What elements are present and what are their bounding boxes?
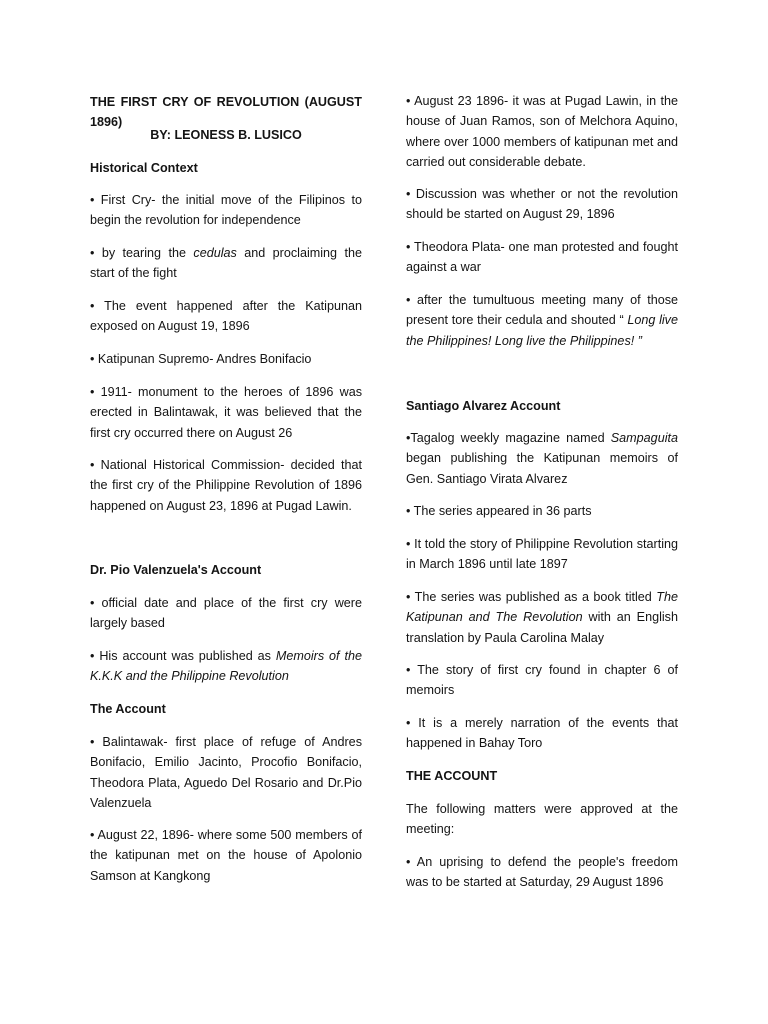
text-run: • by tearing the [90, 246, 194, 260]
emphasis-text: Sampaguita [610, 431, 678, 445]
text-run: with an English translation by Paula Carolina Malay [406, 610, 678, 645]
paragraph-tumultuous [406, 290, 678, 351]
paragraph-tagalog-magazine [406, 428, 678, 489]
text-run: •Tagalog weekly magazine named [406, 431, 611, 445]
paragraph-discussion: • Discussion was whether or not the revolution should be started on August 29, 1896 [406, 187, 678, 222]
document-title: THE FIRST CRY OF REVOLUTION (AUGUST 1896) [90, 95, 362, 130]
paragraph-tearing-cedulas [90, 243, 362, 284]
paragraph-narration: • It is a merely narration of the events that happened in Bahay Toro [406, 716, 678, 751]
paragraph-supremo: • Katipunan Supremo- Andres Bonifacio [90, 352, 312, 366]
paragraph-book-title [406, 587, 678, 648]
paragraph-aug23: • August 23 1896- it was at Pugad Lawin, in the house of Juan Ramos, son of Melchora Aquino, where over 1000 members of katipunan met and carried out considerable debate. [406, 94, 678, 170]
paragraph-told-story: • It told the story of Philippine Revolution starting in March 1896 until late 1897 [406, 537, 678, 572]
alvarez-heading: Santiago Alvarez Account [406, 399, 561, 413]
document-author: BY: LEONESS B. LUSICO [150, 128, 302, 142]
paragraph-balintawak: • Balintawak- first place of refuge of Andres Bonifacio, Emilio Jacinto, Procofio Bonifacio, Theodora Plata, Aguedo Del Rosario and Dr.Pio Valenzuela [90, 735, 362, 811]
paragraph-official-date: • official date and place of the first cry were largely based [90, 596, 362, 631]
paragraph-theodora: • Theodora Plata- one man protested and fought against a war [406, 240, 678, 275]
emphasis-text: Memoirs of the K.K.K and the Philippine Revolution [90, 649, 362, 684]
paragraph-nhc: • National Historical Commission- decided that the first cry of the Philippine Revolution of 1896 happened on August 23, 1896 at Pugad Lawin. [90, 458, 362, 513]
paragraph-aug22: • August 22, 1896- where some 500 members of the katipunan met on the house of Apolonio Samson at Kangkong [90, 828, 362, 883]
paragraph-monument-1911: • 1911- monument to the heroes of 1896 was erected in Balintawak, it was believed that the first cry occurred there on August 26 [90, 385, 362, 440]
paragraph-event-happened: • The event happened after the Katipunan exposed on August 19, 1896 [90, 299, 362, 334]
emphasis-text: cedulas [193, 246, 237, 260]
historical-context-heading: Historical Context [90, 161, 198, 175]
the-account-caps-heading: THE ACCOUNT [406, 769, 498, 783]
paragraph-published-memoirs [90, 646, 362, 687]
paragraph-series-36: • The series appeared in 36 parts [406, 504, 592, 518]
the-account-heading: The Account [90, 702, 166, 716]
text-run: • The series was published as a book titled [406, 590, 657, 604]
paragraph-first-cry: • First Cry- the initial move of the Filipinos to begin the revolution for independence [90, 193, 362, 228]
valenzuela-heading: Dr. Pio Valenzuela's Account [90, 563, 262, 577]
paragraph-uprising: • An uprising to defend the people's freedom was to be started at Saturday, 29 August 1896 [406, 855, 678, 890]
text-run: began publishing the Katipunan memoirs of Gen. Santiago Virata Alvarez [406, 451, 678, 486]
text-run: • His account was published as [90, 649, 276, 663]
paragraph-chapter-6: • The story of first cry found in chapter 6 of memoirs [406, 663, 678, 698]
emphasis-text: The Katipunan and The Revolution [406, 590, 678, 625]
emphasis-text: Long live the Philippines! Long live the Philippines! ” [406, 313, 678, 348]
text-run: • after the tumultuous meeting many of those present tore their cedula and shouted “ [406, 293, 678, 328]
paragraph-following-matters: The following matters were approved at the meeting: [406, 802, 678, 837]
text-run: and proclaiming the start of the fight [90, 246, 362, 281]
